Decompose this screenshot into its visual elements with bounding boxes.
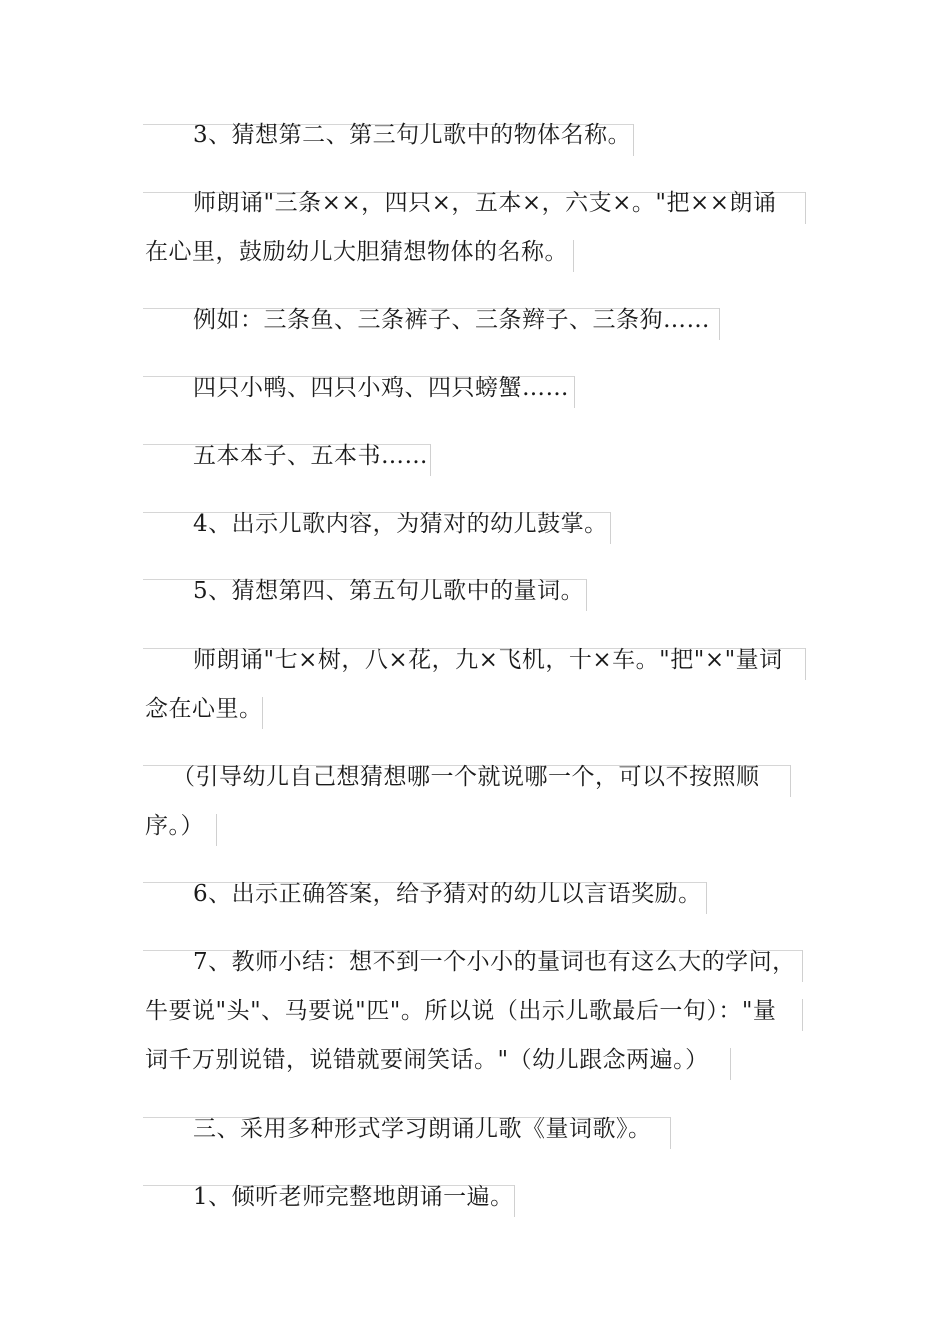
- paragraph-line: 词千万别说错，说错就要闹笑话。"（幼儿跟念两遍。）: [145, 1047, 709, 1073]
- paragraph-side-rule: [670, 1117, 671, 1149]
- paragraph-side-rule: [573, 240, 574, 272]
- paragraph-side-rule: [514, 1185, 515, 1217]
- paragraph-line: 牛要说"头"、马要说"匹"。所以说（出示儿歌最后一句）："量: [145, 998, 777, 1024]
- paragraph-side-rule: [802, 950, 803, 982]
- paragraph-line: 四只小鸭、四只小鸡、四只螃蟹……: [193, 375, 569, 401]
- paragraph-side-rule: [805, 648, 806, 680]
- paragraph-line: 6、出示正确答案，给予猜对的幼儿以言语奖励。: [193, 881, 702, 907]
- paragraph-line: 师朗诵"三条××，四只×，五本×，六支×。"把××朗诵: [193, 190, 777, 216]
- paragraph-line: 师朗诵"七×树，八×花，九×飞机，十×车。"把"×"量词: [193, 647, 783, 673]
- paragraph-line: 7、教师小结：想不到一个小小的量词也有这么大的学问，: [193, 949, 796, 975]
- paragraph-side-rule: [719, 308, 720, 340]
- paragraph-line: 1、倾听老师完整地朗诵一遍。: [193, 1184, 514, 1210]
- paragraph-side-rule: [633, 124, 634, 156]
- paragraph-line: 例如：三条鱼、三条裤子、三条辫子、三条狗……: [193, 307, 710, 333]
- paragraph-side-rule: [706, 882, 707, 914]
- paragraph-line: 三、采用多种形式学习朗诵儿歌《量词歌》。: [193, 1116, 652, 1142]
- paragraph-side-rule: [610, 512, 611, 544]
- paragraph-line: 在心里，鼓励幼儿大胆猜想物体的名称。: [145, 239, 568, 265]
- paragraph-line: 5、猜想第四、第五句儿歌中的量词。: [193, 578, 585, 604]
- paragraph-side-rule: [805, 192, 806, 224]
- paragraph-line: 念在心里。: [145, 696, 263, 722]
- paragraph-side-rule: [216, 814, 217, 846]
- paragraph-line: 4、出示儿歌内容，为猜对的幼儿鼓掌。: [193, 511, 608, 537]
- paragraph-line: 序。）: [145, 813, 204, 839]
- paragraph-side-rule: [730, 1048, 731, 1080]
- paragraph-side-rule: [586, 579, 587, 611]
- paragraph-side-rule: [574, 376, 575, 408]
- paragraph-side-rule: [802, 999, 803, 1031]
- paragraph-line: 3、猜想第二、第三句儿歌中的物体名称。: [193, 122, 632, 148]
- paragraph-line: （引导幼儿自己想猜想哪一个就说哪一个，可以不按照顺: [172, 764, 760, 790]
- paragraph-line: 五本本子、五本书……: [193, 443, 428, 469]
- paragraph-side-rule: [790, 765, 791, 797]
- paragraph-side-rule: [430, 444, 431, 476]
